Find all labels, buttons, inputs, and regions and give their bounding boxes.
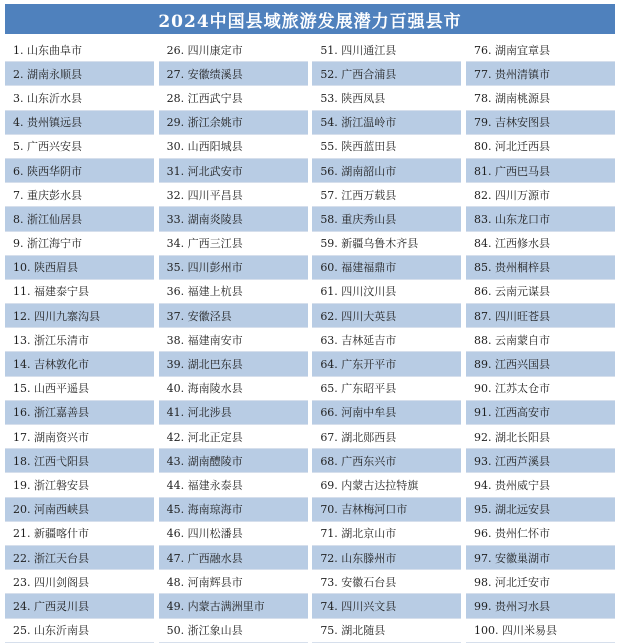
ranking-row: 95. 湖北远安县 [466,498,615,522]
ranking-row: 46. 四川松潘县 [159,522,308,546]
ranking-row: 4. 贵州镇远县 [5,111,154,135]
ranking-row: 97. 安徽巢湖市 [466,546,615,570]
ranking-row: 3. 山东沂水县 [5,86,154,110]
ranking-row: 1. 山东曲阜市 [5,38,154,62]
ranking-row: 6. 陕西华阴市 [5,159,154,183]
ranking-row: 28. 江西武宁县 [159,86,308,110]
ranking-row: 22. 浙江天台县 [5,546,154,570]
ranking-row: 31. 河北武安市 [159,159,308,183]
ranking-row: 41. 河北涉县 [159,401,308,425]
ranking-row: 67. 湖北郧西县 [312,425,461,449]
ranking-row: 52. 广西合浦县 [312,62,461,86]
ranking-row: 13. 浙江乐清市 [5,328,154,352]
ranking-row: 75. 湖北随县 [312,619,461,643]
page-title: 2024中国县域旅游发展潜力百强县市 [5,4,615,34]
ranking-row: 38. 福建南安市 [159,328,308,352]
ranking-row: 17. 湖南资兴市 [5,425,154,449]
ranking-row: 12. 四川九寨沟县 [5,304,154,328]
ranking-row: 40. 海南陵水县 [159,377,308,401]
ranking-row: 26. 四川康定市 [159,38,308,62]
ranking-row: 98. 河北迁安市 [466,570,615,594]
ranking-row: 54. 浙江温岭市 [312,111,461,135]
ranking-row: 37. 安徽泾县 [159,304,308,328]
ranking-row: 59. 新疆乌鲁木齐县 [312,232,461,256]
ranking-row: 90. 江苏太仓市 [466,377,615,401]
ranking-row: 33. 湖南炎陵县 [159,207,308,231]
ranking-row: 57. 江西万载县 [312,183,461,207]
ranking-row: 74. 四川兴文县 [312,594,461,618]
ranking-row: 83. 山东龙口市 [466,207,615,231]
ranking-row: 89. 江西兴国县 [466,352,615,376]
ranking-row: 66. 河南中牟县 [312,401,461,425]
ranking-row: 19. 浙江磐安县 [5,473,154,497]
ranking-row: 80. 河北迁西县 [466,135,615,159]
ranking-row: 88. 云南蒙自市 [466,328,615,352]
ranking-row: 86. 云南元谋县 [466,280,615,304]
ranking-row: 84. 江西修水县 [466,232,615,256]
ranking-row: 10. 陕西眉县 [5,256,154,280]
ranking-row: 49. 内蒙古满洲里市 [159,594,308,618]
ranking-row: 51. 四川通江县 [312,38,461,62]
ranking-row: 43. 湖南醴陵市 [159,449,308,473]
ranking-row: 25. 山东沂南县 [5,619,154,643]
ranking-row: 68. 广西东兴市 [312,449,461,473]
ranking-row: 23. 四川剑阁县 [5,570,154,594]
ranking-row: 36. 福建上杭县 [159,280,308,304]
ranking-row: 87. 四川旺苍县 [466,304,615,328]
ranking-row: 70. 吉林梅河口市 [312,498,461,522]
ranking-column-4 [466,38,615,643]
ranking-row: 81. 广西巴马县 [466,159,615,183]
ranking-row: 92. 湖北长阳县 [466,425,615,449]
ranking-row: 50. 浙江象山县 [159,619,308,643]
ranking-row: 73. 安徽石台县 [312,570,461,594]
ranking-row: 91. 江西高安市 [466,401,615,425]
ranking-row: 21. 新疆喀什市 [5,522,154,546]
ranking-row: 42. 河北正定县 [159,425,308,449]
ranking-row: 2. 湖南永顺县 [5,62,154,86]
ranking-row: 44. 福建永泰县 [159,473,308,497]
ranking-row: 7. 重庆彭水县 [5,183,154,207]
ranking-row: 62. 四川大英县 [312,304,461,328]
ranking-row: 11. 福建泰宁县 [5,280,154,304]
ranking-row: 30. 山西阳城县 [159,135,308,159]
ranking-row: 71. 湖北京山市 [312,522,461,546]
ranking-row: 58. 重庆秀山县 [312,207,461,231]
ranking-row: 56. 湖南韶山市 [312,159,461,183]
ranking-table [5,38,615,643]
ranking-row: 65. 广东昭平县 [312,377,461,401]
ranking-column-2 [159,38,308,643]
ranking-row: 82. 四川万源市 [466,183,615,207]
ranking-row: 45. 海南琼海市 [159,498,308,522]
ranking-row: 20. 河南西峡县 [5,498,154,522]
ranking-row: 18. 江西弋阳县 [5,449,154,473]
ranking-row: 48. 河南辉县市 [159,570,308,594]
ranking-row: 96. 贵州仁怀市 [466,522,615,546]
ranking-row: 69. 内蒙古达拉特旗 [312,473,461,497]
ranking-row: 55. 陕西蓝田县 [312,135,461,159]
ranking-row: 94. 贵州威宁县 [466,473,615,497]
ranking-row: 14. 吉林敦化市 [5,352,154,376]
ranking-row: 9. 浙江海宁市 [5,232,154,256]
ranking-row: 39. 湖北巴东县 [159,352,308,376]
ranking-row: 15. 山西平遥县 [5,377,154,401]
ranking-row: 64. 广东开平市 [312,352,461,376]
ranking-column-1 [5,38,154,643]
ranking-row: 76. 湖南宜章县 [466,38,615,62]
ranking-row: 79. 吉林安图县 [466,111,615,135]
ranking-row: 47. 广西融水县 [159,546,308,570]
ranking-row: 16. 浙江嘉善县 [5,401,154,425]
ranking-row: 61. 四川汶川县 [312,280,461,304]
ranking-row: 53. 陕西凤县 [312,86,461,110]
ranking-row: 60. 福建福鼎市 [312,256,461,280]
ranking-row: 78. 湖南桃源县 [466,86,615,110]
ranking-row: 32. 四川平昌县 [159,183,308,207]
ranking-row: 29. 浙江余姚市 [159,111,308,135]
ranking-row: 93. 江西芦溪县 [466,449,615,473]
ranking-row: 27. 安徽绩溪县 [159,62,308,86]
ranking-row: 100. 四川米易县 [466,619,615,643]
ranking-row: 35. 四川彭州市 [159,256,308,280]
ranking-row: 77. 贵州清镇市 [466,62,615,86]
ranking-row: 24. 广西灵川县 [5,594,154,618]
ranking-row: 8. 浙江仙居县 [5,207,154,231]
ranking-row: 34. 广西三江县 [159,232,308,256]
ranking-row: 72. 山东滕州市 [312,546,461,570]
ranking-column-3 [312,38,461,643]
ranking-row: 99. 贵州习水县 [466,594,615,618]
ranking-row: 63. 吉林延吉市 [312,328,461,352]
ranking-row: 5. 广西兴安县 [5,135,154,159]
ranking-row: 85. 贵州桐梓县 [466,256,615,280]
